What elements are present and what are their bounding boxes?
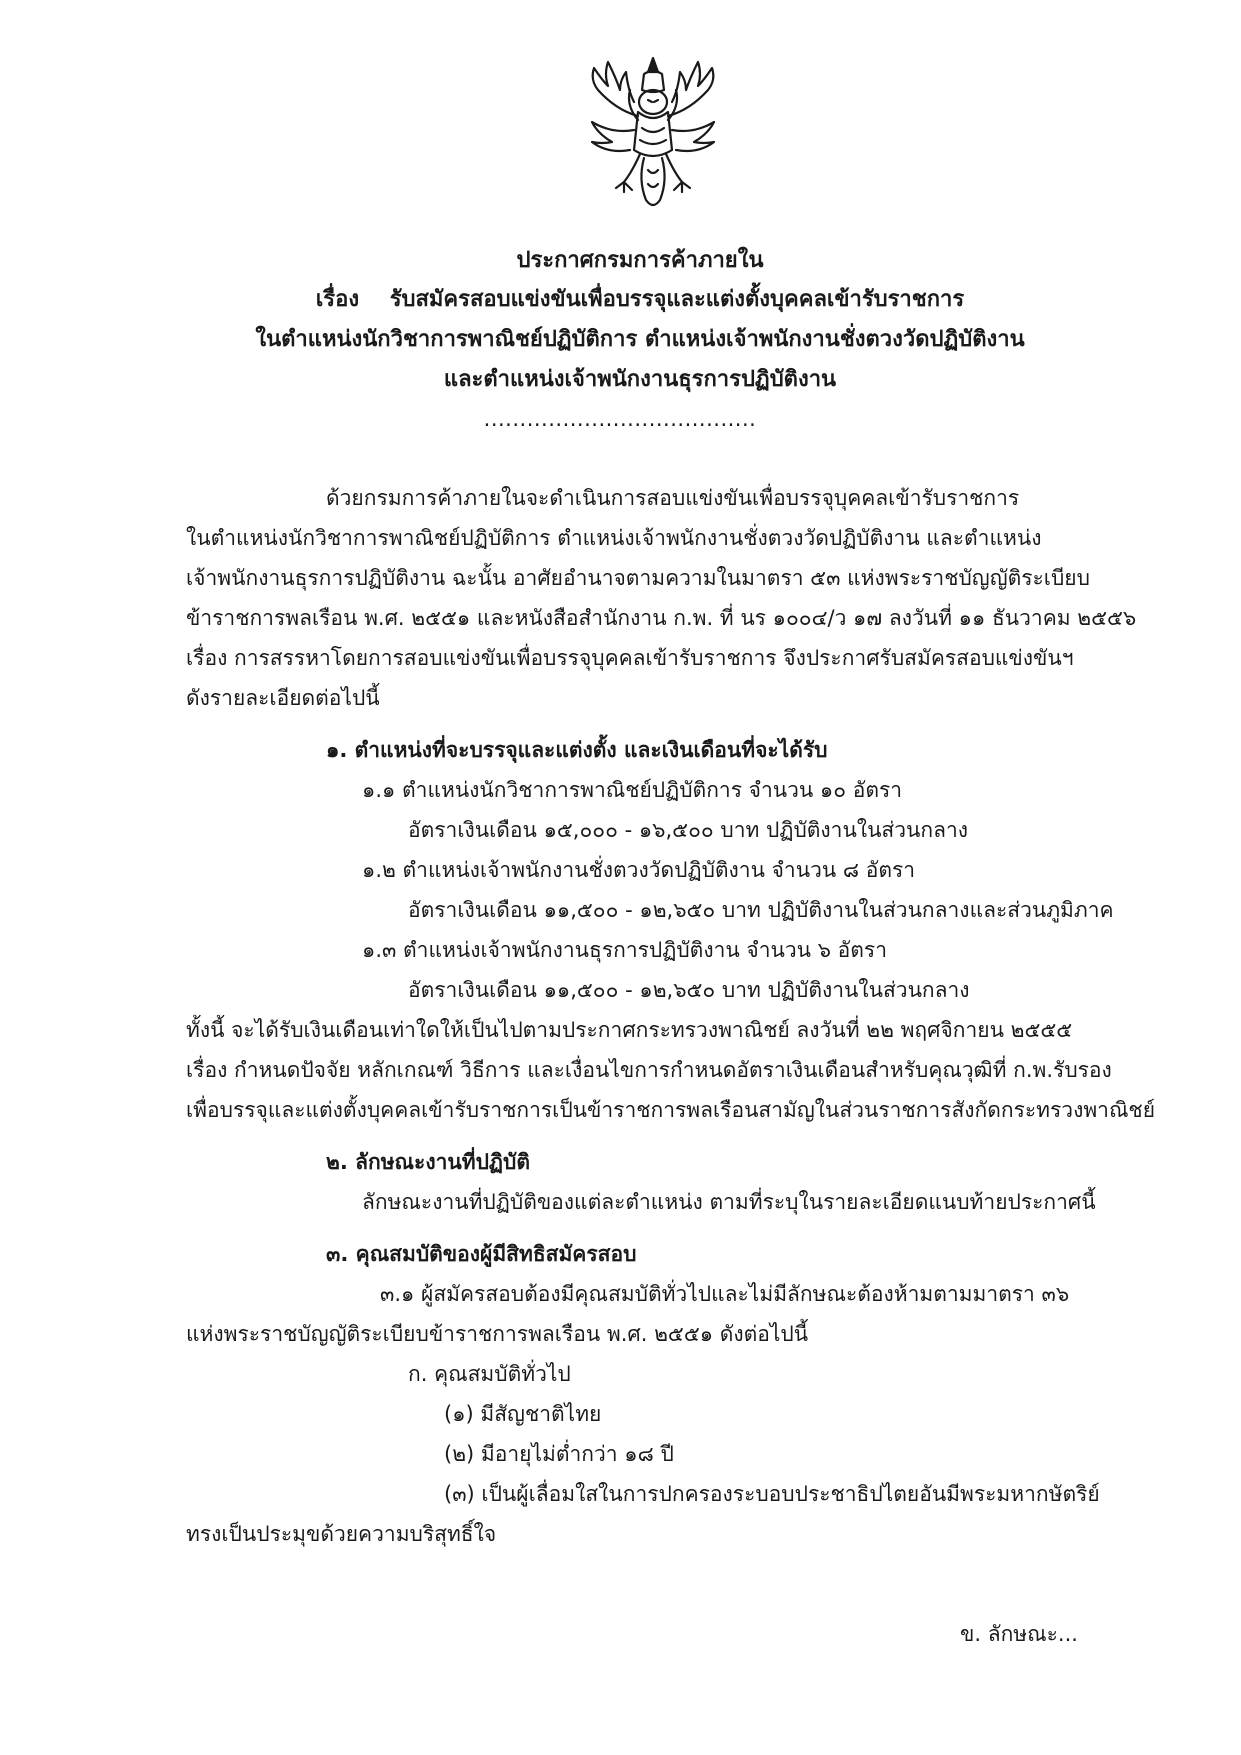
section-3-heading: ๓. คุณสมบัติของผู้มีสิทธิสมัครสอบ	[326, 1242, 637, 1266]
intro-line-1: ด้วยกรมการค้าภายในจะดำเนินการสอบแข่งขันเพื่อบรรจุบุคคลเข้ารับราชการ	[326, 486, 1020, 510]
section-3-sub-heading: ก. คุณสมบัติทั่วไป	[408, 1362, 571, 1386]
section-3-requirement-1: (๑) มีสัญชาติไทย	[444, 1402, 602, 1426]
section-1-heading: ๑. ตำแหน่งที่จะบรรจุและแต่งตั้ง และเงินเดือนที่จะได้รับ	[326, 738, 828, 762]
subject-text: รับสมัครสอบแข่งขันเพื่อบรรจุและแต่งตั้งบุคคลเข้ารับราชการ	[389, 287, 965, 312]
subject-label: เรื่อง	[315, 287, 360, 312]
garuda-emblem-icon	[568, 50, 738, 220]
intro-line-2: ในตำแหน่งนักวิชาการพาณิชย์ปฏิบัติการ ตำแหน่งเจ้าพนักงานชั่งตวงวัดปฏิบัติงาน และตำแหน่ง	[186, 526, 1042, 550]
intro-line-5: เรื่อง การสรรหาโดยการสอบแข่งขันเพื่อบรรจุบุคคลเข้ารับราชการ จึงประกาศรับสมัครสอบแข่งขันฯ	[186, 646, 1074, 670]
section-3-requirement-3-line-1: (๓) เป็นผู้เลื่อมใสในการปกครองระบอบประชาธิปไตยอันมีพระมหากษัตริย์	[444, 1482, 1100, 1506]
intro-line-6: ดังรายละเอียดต่อไปนี้	[186, 686, 380, 710]
section-2-body: ลักษณะงานที่ปฏิบัติของแต่ละตำแหน่ง ตามที่ระบุในรายละเอียดแนบท้ายประกาศนี้	[362, 1190, 1096, 1214]
section-3-requirement-2: (๒) มีอายุไม่ต่ำกว่า ๑๘ ปี	[444, 1442, 674, 1466]
section-1-note-line-2: เรื่อง กำหนดปัจจัย หลักเกณฑ์ วิธีการ และเงื่อนไขการกำหนดอัตราเงินเดือนสำหรับคุณวุฒิที่ ก.พ.รับรอง	[186, 1058, 1112, 1082]
section-1-item-3-title: ๑.๓ ตำแหน่งเจ้าพนักงานธุรการปฏิบัติงาน จำนวน ๖ อัตรา	[362, 938, 887, 962]
section-1-item-2-title: ๑.๒ ตำแหน่งเจ้าพนักงานชั่งตวงวัดปฏิบัติงาน จำนวน ๘ อัตรา	[362, 858, 916, 882]
section-1-item-1-salary: อัตราเงินเดือน ๑๕,๐๐๐ - ๑๖,๕๐๐ บาท ปฏิบัติงานในส่วนกลาง	[408, 818, 969, 842]
title-separator: ......................................	[483, 407, 757, 431]
section-1-note-line-1: ทั้งนี้ จะได้รับเงินเดือนเท่าใดให้เป็นไปตามประกาศกระทรวงพาณิชย์ ลงวันที่ ๒๒ พฤศจิกายน ๒๕๕๕	[186, 1018, 1073, 1042]
continuation-note: ข. ลักษณะ...	[960, 1622, 1078, 1646]
section-2-heading: ๒. ลักษณะงานที่ปฏิบัติ	[326, 1150, 530, 1174]
section-3-para-line-2: แห่งพระราชบัญญัติระเบียบข้าราชการพลเรือน พ.ศ. ๒๕๕๑ ดังต่อไปนี้	[186, 1322, 809, 1346]
section-1-item-2-salary: อัตราเงินเดือน ๑๑,๕๐๐ - ๑๒,๖๕๐ บาท ปฏิบัติงานในส่วนกลางและส่วนภูมิภาค	[408, 898, 1114, 922]
subject-line-1	[220, 286, 1060, 314]
section-1-item-1-title: ๑.๑ ตำแหน่งนักวิชาการพาณิชย์ปฏิบัติการ จำนวน ๑๐ อัตรา	[362, 778, 903, 802]
subject-line-2: ในตำแหน่งนักวิชาการพาณิชย์ปฏิบัติการ ตำแหน่งเจ้าพนักงานชั่งตวงวัดปฏิบัติงาน	[255, 327, 1025, 352]
section-3-requirement-3-line-2: ทรงเป็นประมุขด้วยความบริสุทธิ์ใจ	[186, 1522, 497, 1546]
section-1-note-line-3: เพื่อบรรจุและแต่งตั้งบุคคลเข้ารับราชการเป็นข้าราชการพลเรือนสามัญในส่วนราชการสังกัดกระทรวงพาณิชย์	[186, 1098, 1155, 1122]
intro-line-3: เจ้าพนักงานธุรการปฏิบัติงาน ฉะนั้น อาศัยอำนาจตามความในมาตรา ๕๓ แห่งพระราชบัญญัติระเบียบ	[186, 566, 1090, 590]
section-1-item-3-salary: อัตราเงินเดือน ๑๑,๕๐๐ - ๑๒,๖๕๐ บาท ปฏิบัติงานในส่วนกลาง	[408, 978, 970, 1002]
subject-line-3: และตำแหน่งเจ้าพนักงานธุรการปฏิบัติงาน	[443, 367, 837, 392]
announcement-title: ประกาศกรมการค้าภายใน	[516, 248, 764, 273]
intro-line-4: ข้าราชการพลเรือน พ.ศ. ๒๕๕๑ และหนังสือสำนักงาน ก.พ. ที่ นร ๑๐๐๔/ว ๑๗ ลงวันที่ ๑๑ ธันวาคม ๒๕๕๖	[186, 606, 1137, 630]
section-3-para-line-1: ๓.๑ ผู้สมัครสอบต้องมีคุณสมบัติทั่วไปและไม่มีลักษณะต้องห้ามตามมาตรา ๓๖	[380, 1282, 1070, 1306]
